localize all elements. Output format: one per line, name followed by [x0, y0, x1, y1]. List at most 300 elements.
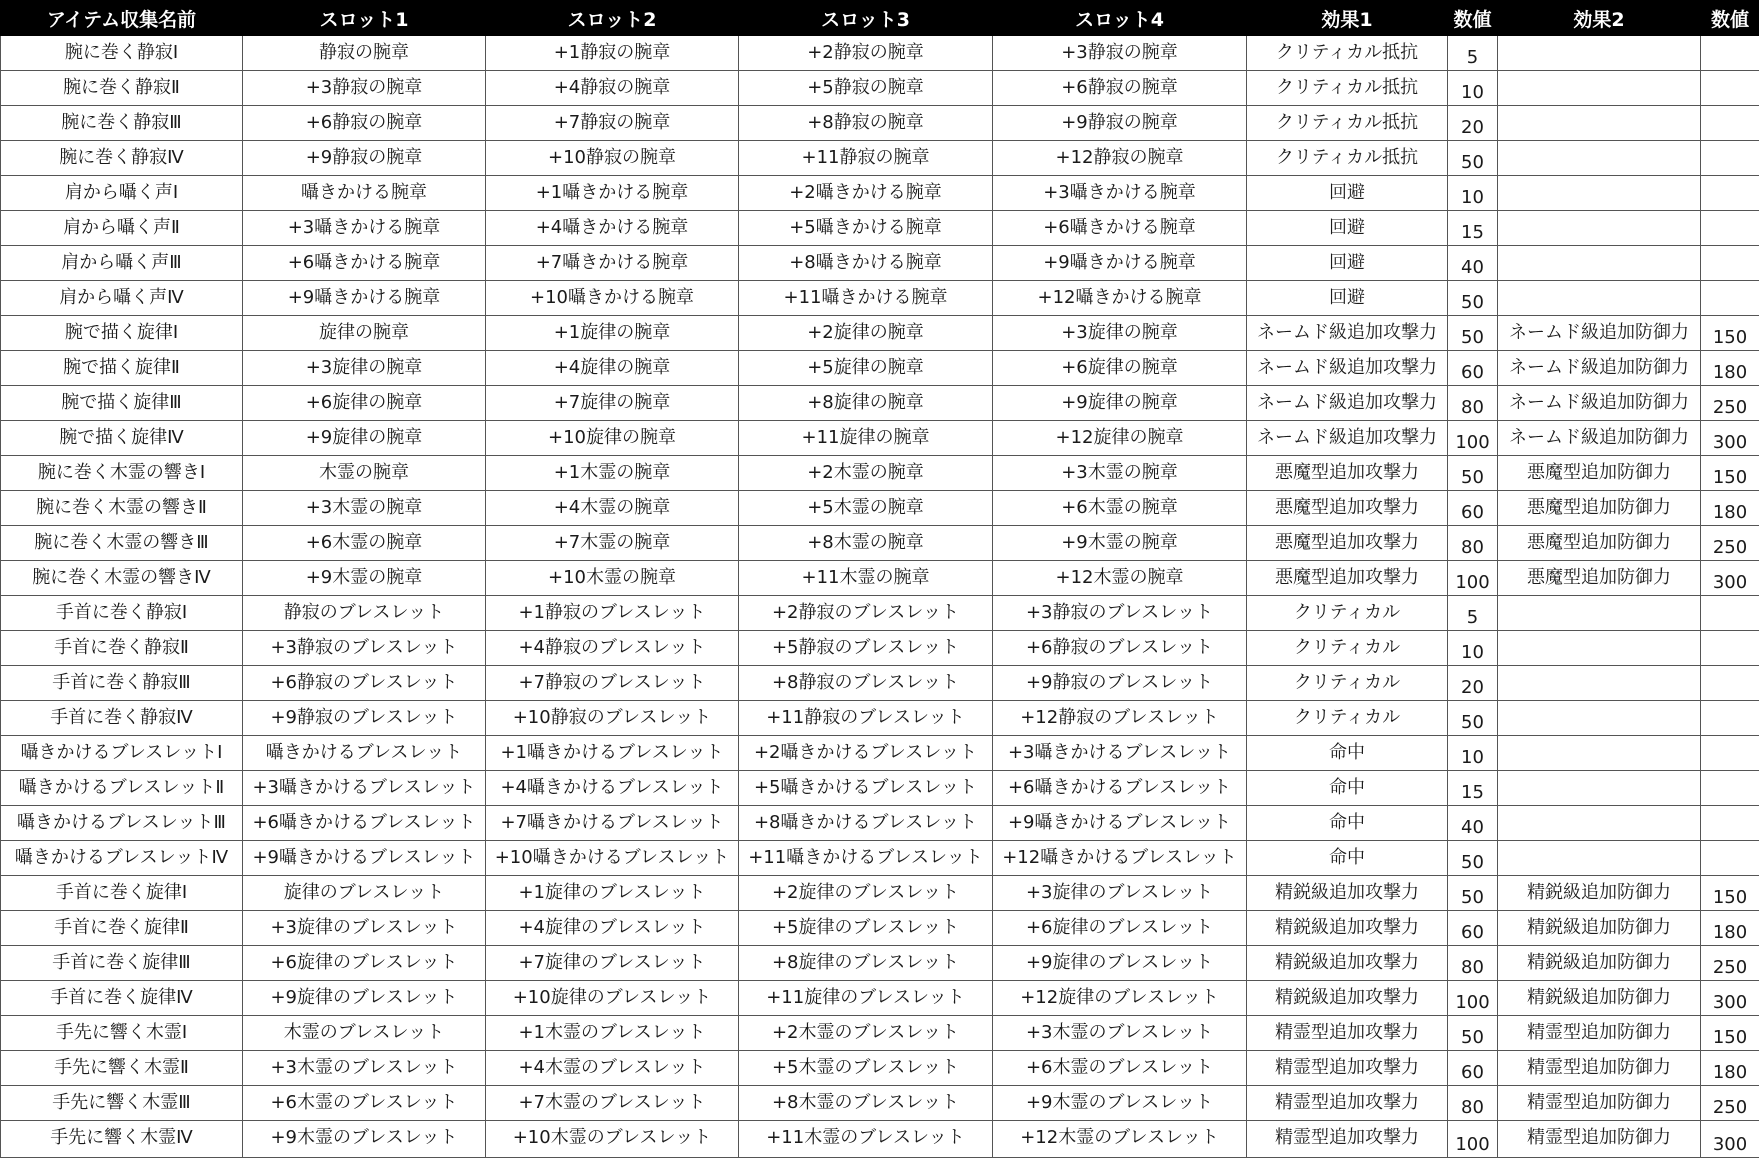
cell-value-1: 5 [1448, 36, 1498, 71]
cell-item-name: 手首に巻く静寂Ⅳ [1, 701, 243, 736]
cell-slot-4: +9囁きかける腕章 [993, 246, 1247, 281]
cell-effect-2 [1498, 841, 1701, 876]
cell-slot-4: +3囁きかけるブレスレット [993, 736, 1247, 771]
cell-effect-2 [1498, 596, 1701, 631]
cell-slot-1: +3旋律の腕章 [243, 351, 486, 386]
cell-slot-2: +4木霊の腕章 [486, 491, 739, 526]
table-row [1, 491, 1759, 526]
cell-slot-2: +1静寂のブレスレット [486, 596, 739, 631]
cell-slot-1: +9囁きかける腕章 [243, 281, 486, 316]
cell-value-2 [1701, 596, 1759, 631]
cell-slot-3: +5旋律の腕章 [739, 351, 993, 386]
cell-value-2: 150 [1701, 1016, 1759, 1051]
cell-slot-4: +3静寂のブレスレット [993, 596, 1247, 631]
cell-slot-1: 旋律のブレスレット [243, 876, 486, 911]
cell-slot-3: +5木霊の腕章 [739, 491, 993, 526]
cell-item-name: 肩から囁く声Ⅲ [1, 246, 243, 281]
cell-slot-2: +1静寂の腕章 [486, 36, 739, 71]
cell-slot-4: +9旋律の腕章 [993, 386, 1247, 421]
cell-effect-2 [1498, 771, 1701, 806]
cell-value-1: 20 [1448, 666, 1498, 701]
cell-value-1: 100 [1448, 981, 1498, 1016]
cell-slot-4: +3木霊のブレスレット [993, 1016, 1247, 1051]
cell-item-name: 囁きかけるブレスレットⅢ [1, 806, 243, 841]
cell-effect-2 [1498, 736, 1701, 771]
cell-slot-4: +3静寂の腕章 [993, 36, 1247, 71]
cell-value-2: 150 [1701, 876, 1759, 911]
cell-effect-1: 精霊型追加攻撃力 [1247, 1016, 1448, 1051]
cell-effect-1: クリティカル [1247, 596, 1448, 631]
cell-effect-1: 精鋭級追加攻撃力 [1247, 876, 1448, 911]
header-item-collection-name: アイテム収集名前 [1, 1, 243, 36]
cell-effect-2: 精霊型追加防御力 [1498, 1086, 1701, 1121]
cell-effect-2: 悪魔型追加防御力 [1498, 526, 1701, 561]
cell-slot-2: +10木霊のブレスレット [486, 1121, 739, 1158]
cell-item-name: 囁きかけるブレスレットⅠ [1, 736, 243, 771]
cell-item-name: 手先に響く木霊Ⅰ [1, 1016, 243, 1051]
cell-item-name: 肩から囁く声Ⅱ [1, 211, 243, 246]
cell-slot-4: +12旋律のブレスレット [993, 981, 1247, 1016]
cell-effect-2 [1498, 176, 1701, 211]
cell-slot-4: +12木霊の腕章 [993, 561, 1247, 596]
table-row [1, 876, 1759, 911]
cell-item-name: 腕に巻く木霊の響きⅣ [1, 561, 243, 596]
cell-slot-1: +9木霊の腕章 [243, 561, 486, 596]
cell-effect-1: 精霊型追加攻撃力 [1247, 1051, 1448, 1086]
cell-value-1: 100 [1448, 561, 1498, 596]
cell-slot-3: +11旋律の腕章 [739, 421, 993, 456]
cell-slot-3: +5囁きかけるブレスレット [739, 771, 993, 806]
cell-item-name: 腕に巻く静寂Ⅰ [1, 36, 243, 71]
cell-item-name: 手首に巻く旋律Ⅳ [1, 981, 243, 1016]
cell-value-2 [1701, 246, 1759, 281]
cell-effect-1: クリティカル抵抗 [1247, 141, 1448, 176]
cell-slot-4: +6旋律のブレスレット [993, 911, 1247, 946]
cell-effect-2: ネームド級追加防御力 [1498, 351, 1701, 386]
cell-slot-1: 木霊のブレスレット [243, 1016, 486, 1051]
cell-slot-3: +11木霊の腕章 [739, 561, 993, 596]
cell-slot-3: +2旋律のブレスレット [739, 876, 993, 911]
table-row [1, 1086, 1759, 1121]
cell-item-name: 手先に響く木霊Ⅱ [1, 1051, 243, 1086]
cell-slot-2: +7静寂の腕章 [486, 106, 739, 141]
table-row [1, 386, 1759, 421]
cell-value-2 [1701, 666, 1759, 701]
cell-effect-1: クリティカル抵抗 [1247, 106, 1448, 141]
cell-effect-2: 精霊型追加防御力 [1498, 1016, 1701, 1051]
cell-item-name: 手首に巻く静寂Ⅲ [1, 666, 243, 701]
cell-effect-2 [1498, 806, 1701, 841]
cell-slot-3: +8旋律の腕章 [739, 386, 993, 421]
cell-value-1: 100 [1448, 421, 1498, 456]
cell-slot-3: +2静寂のブレスレット [739, 596, 993, 631]
cell-value-2 [1701, 771, 1759, 806]
cell-slot-1: +6静寂のブレスレット [243, 666, 486, 701]
cell-value-2: 300 [1701, 421, 1759, 456]
cell-slot-4: +12木霊のブレスレット [993, 1121, 1247, 1158]
table-row [1, 771, 1759, 806]
cell-value-2: 300 [1701, 981, 1759, 1016]
table-row [1, 71, 1759, 106]
cell-slot-3: +5旋律のブレスレット [739, 911, 993, 946]
cell-slot-2: +7旋律のブレスレット [486, 946, 739, 981]
cell-slot-3: +8木霊のブレスレット [739, 1086, 993, 1121]
cell-effect-1: ネームド級追加攻撃力 [1247, 386, 1448, 421]
cell-value-1: 80 [1448, 1086, 1498, 1121]
cell-slot-4: +3旋律のブレスレット [993, 876, 1247, 911]
cell-value-1: 5 [1448, 596, 1498, 631]
cell-slot-1: +6旋律の腕章 [243, 386, 486, 421]
cell-item-name: 腕で描く旋律Ⅰ [1, 316, 243, 351]
table-row [1, 141, 1759, 176]
header-effect-1: 効果1 [1247, 1, 1448, 36]
table-row [1, 631, 1759, 666]
cell-slot-4: +9旋律のブレスレット [993, 946, 1247, 981]
cell-effect-2: ネームド級追加防御力 [1498, 386, 1701, 421]
cell-effect-2: ネームド級追加防御力 [1498, 421, 1701, 456]
cell-slot-4: +3旋律の腕章 [993, 316, 1247, 351]
cell-value-2 [1701, 71, 1759, 106]
cell-slot-1: +9旋律のブレスレット [243, 981, 486, 1016]
table-row [1, 316, 1759, 351]
table-row [1, 806, 1759, 841]
cell-effect-2: 精霊型追加防御力 [1498, 1121, 1701, 1158]
cell-slot-1: 旋律の腕章 [243, 316, 486, 351]
cell-slot-1: +3木霊のブレスレット [243, 1051, 486, 1086]
cell-effect-1: 精霊型追加攻撃力 [1247, 1121, 1448, 1158]
cell-slot-1: +9囁きかけるブレスレット [243, 841, 486, 876]
cell-item-name: 腕に巻く静寂Ⅱ [1, 71, 243, 106]
cell-value-2: 250 [1701, 1086, 1759, 1121]
cell-effect-2 [1498, 631, 1701, 666]
cell-slot-3: +2木霊の腕章 [739, 456, 993, 491]
cell-value-2 [1701, 281, 1759, 316]
cell-value-1: 50 [1448, 456, 1498, 491]
cell-slot-1: +6木霊の腕章 [243, 526, 486, 561]
cell-slot-3: +5木霊のブレスレット [739, 1051, 993, 1086]
cell-slot-2: +7静寂のブレスレット [486, 666, 739, 701]
cell-value-2 [1701, 701, 1759, 736]
cell-effect-2 [1498, 246, 1701, 281]
cell-value-2: 300 [1701, 1121, 1759, 1158]
cell-slot-4: +3木霊の腕章 [993, 456, 1247, 491]
table-row [1, 666, 1759, 701]
cell-slot-2: +7木霊の腕章 [486, 526, 739, 561]
header-value-1: 数値 [1448, 1, 1498, 36]
cell-effect-1: 精鋭級追加攻撃力 [1247, 981, 1448, 1016]
cell-value-2: 180 [1701, 911, 1759, 946]
cell-slot-2: +10静寂のブレスレット [486, 701, 739, 736]
cell-effect-1: 命中 [1247, 806, 1448, 841]
cell-slot-2: +7旋律の腕章 [486, 386, 739, 421]
cell-slot-3: +8静寂の腕章 [739, 106, 993, 141]
table-row [1, 456, 1759, 491]
table-row [1, 526, 1759, 561]
cell-value-1: 50 [1448, 876, 1498, 911]
header-slot-1: スロット1 [243, 1, 486, 36]
cell-slot-2: +10旋律の腕章 [486, 421, 739, 456]
cell-effect-1: 回避 [1247, 176, 1448, 211]
cell-effect-2: 悪魔型追加防御力 [1498, 561, 1701, 596]
cell-item-name: 腕で描く旋律Ⅲ [1, 386, 243, 421]
cell-slot-3: +2囁きかける腕章 [739, 176, 993, 211]
cell-value-2: 150 [1701, 456, 1759, 491]
cell-item-name: 腕に巻く木霊の響きⅢ [1, 526, 243, 561]
cell-slot-4: +9静寂のブレスレット [993, 666, 1247, 701]
cell-effect-2: ネームド級追加防御力 [1498, 316, 1701, 351]
table-row [1, 211, 1759, 246]
cell-slot-2: +10旋律のブレスレット [486, 981, 739, 1016]
cell-value-2: 180 [1701, 491, 1759, 526]
cell-item-name: 手首に巻く静寂Ⅰ [1, 596, 243, 631]
cell-value-1: 80 [1448, 526, 1498, 561]
cell-value-1: 100 [1448, 1121, 1498, 1158]
cell-slot-4: +6静寂のブレスレット [993, 631, 1247, 666]
cell-value-1: 10 [1448, 631, 1498, 666]
cell-item-name: 腕に巻く木霊の響きⅠ [1, 456, 243, 491]
cell-item-name: 手首に巻く静寂Ⅱ [1, 631, 243, 666]
cell-item-name: 腕に巻く静寂Ⅳ [1, 141, 243, 176]
cell-slot-1: +6静寂の腕章 [243, 106, 486, 141]
cell-slot-2: +4囁きかける腕章 [486, 211, 739, 246]
cell-effect-2 [1498, 211, 1701, 246]
cell-slot-3: +8囁きかけるブレスレット [739, 806, 993, 841]
cell-slot-3: +8囁きかける腕章 [739, 246, 993, 281]
cell-slot-4: +6木霊の腕章 [993, 491, 1247, 526]
cell-value-1: 15 [1448, 211, 1498, 246]
table-row [1, 1051, 1759, 1086]
cell-slot-2: +1木霊の腕章 [486, 456, 739, 491]
cell-value-1: 50 [1448, 141, 1498, 176]
cell-slot-1: +3囁きかける腕章 [243, 211, 486, 246]
cell-value-2 [1701, 141, 1759, 176]
cell-effect-2 [1498, 281, 1701, 316]
cell-item-name: 手首に巻く旋律Ⅲ [1, 946, 243, 981]
cell-slot-1: +9静寂のブレスレット [243, 701, 486, 736]
cell-slot-4: +12静寂のブレスレット [993, 701, 1247, 736]
cell-slot-1: +6囁きかける腕章 [243, 246, 486, 281]
cell-effect-2: 悪魔型追加防御力 [1498, 491, 1701, 526]
table-row [1, 911, 1759, 946]
cell-effect-1: クリティカル [1247, 666, 1448, 701]
cell-slot-2: +7囁きかける腕章 [486, 246, 739, 281]
cell-effect-2: 精鋭級追加防御力 [1498, 946, 1701, 981]
cell-value-1: 10 [1448, 71, 1498, 106]
cell-slot-1: +9静寂の腕章 [243, 141, 486, 176]
cell-item-name: 手首に巻く旋律Ⅰ [1, 876, 243, 911]
cell-slot-3: +5静寂のブレスレット [739, 631, 993, 666]
cell-slot-3: +11木霊のブレスレット [739, 1121, 993, 1158]
cell-value-1: 10 [1448, 736, 1498, 771]
cell-slot-4: +9囁きかけるブレスレット [993, 806, 1247, 841]
cell-value-1: 60 [1448, 351, 1498, 386]
cell-value-2 [1701, 841, 1759, 876]
cell-slot-1: +9木霊のブレスレット [243, 1121, 486, 1158]
cell-slot-1: 静寂の腕章 [243, 36, 486, 71]
cell-item-name: 手首に巻く旋律Ⅱ [1, 911, 243, 946]
cell-effect-2: 悪魔型追加防御力 [1498, 456, 1701, 491]
table-row [1, 596, 1759, 631]
cell-item-name: 腕に巻く木霊の響きⅡ [1, 491, 243, 526]
cell-value-1: 40 [1448, 246, 1498, 281]
cell-slot-4: +9木霊の腕章 [993, 526, 1247, 561]
cell-value-1: 50 [1448, 701, 1498, 736]
table-row [1, 946, 1759, 981]
cell-item-name: 手先に響く木霊Ⅲ [1, 1086, 243, 1121]
cell-slot-3: +11静寂のブレスレット [739, 701, 993, 736]
cell-effect-2: 精鋭級追加防御力 [1498, 876, 1701, 911]
cell-slot-3: +11囁きかけるブレスレット [739, 841, 993, 876]
cell-slot-3: +11静寂の腕章 [739, 141, 993, 176]
cell-slot-2: +1旋律の腕章 [486, 316, 739, 351]
cell-slot-2: +1旋律のブレスレット [486, 876, 739, 911]
cell-slot-1: +6旋律のブレスレット [243, 946, 486, 981]
cell-value-1: 60 [1448, 491, 1498, 526]
cell-slot-2: +4静寂の腕章 [486, 71, 739, 106]
cell-item-name: 囁きかけるブレスレットⅡ [1, 771, 243, 806]
cell-effect-1: クリティカル抵抗 [1247, 71, 1448, 106]
table-row [1, 561, 1759, 596]
cell-slot-3: +2囁きかけるブレスレット [739, 736, 993, 771]
cell-value-2: 180 [1701, 351, 1759, 386]
cell-slot-3: +11旋律のブレスレット [739, 981, 993, 1016]
cell-slot-4: +12静寂の腕章 [993, 141, 1247, 176]
cell-effect-1: 精鋭級追加攻撃力 [1247, 946, 1448, 981]
table-row [1, 351, 1759, 386]
cell-slot-3: +2旋律の腕章 [739, 316, 993, 351]
cell-value-2 [1701, 106, 1759, 141]
cell-effect-1: 悪魔型追加攻撃力 [1247, 491, 1448, 526]
cell-slot-2: +4静寂のブレスレット [486, 631, 739, 666]
table-row [1, 736, 1759, 771]
cell-slot-2: +4木霊のブレスレット [486, 1051, 739, 1086]
cell-value-2: 150 [1701, 316, 1759, 351]
table-row [1, 701, 1759, 736]
cell-slot-4: +6囁きかけるブレスレット [993, 771, 1247, 806]
cell-value-2 [1701, 176, 1759, 211]
cell-value-1: 80 [1448, 386, 1498, 421]
table-row [1, 421, 1759, 456]
cell-slot-1: 木霊の腕章 [243, 456, 486, 491]
cell-slot-4: +12囁きかける腕章 [993, 281, 1247, 316]
cell-slot-2: +1木霊のブレスレット [486, 1016, 739, 1051]
header-slot-3: スロット3 [739, 1, 993, 36]
cell-effect-1: 悪魔型追加攻撃力 [1247, 456, 1448, 491]
cell-value-2: 250 [1701, 526, 1759, 561]
cell-item-name: 肩から囁く声Ⅳ [1, 281, 243, 316]
cell-value-1: 15 [1448, 771, 1498, 806]
cell-effect-2: 精鋭級追加防御力 [1498, 911, 1701, 946]
cell-slot-4: +6木霊のブレスレット [993, 1051, 1247, 1086]
cell-slot-2: +10囁きかけるブレスレット [486, 841, 739, 876]
cell-effect-2 [1498, 71, 1701, 106]
cell-slot-1: 囁きかける腕章 [243, 176, 486, 211]
table-row [1, 246, 1759, 281]
header-slot-2: スロット2 [486, 1, 739, 36]
table-row [1, 1121, 1759, 1158]
cell-slot-3: +5囁きかける腕章 [739, 211, 993, 246]
cell-slot-3: +11囁きかける腕章 [739, 281, 993, 316]
cell-value-2 [1701, 211, 1759, 246]
cell-item-name: 腕で描く旋律Ⅱ [1, 351, 243, 386]
cell-slot-1: +3囁きかけるブレスレット [243, 771, 486, 806]
cell-slot-2: +4囁きかけるブレスレット [486, 771, 739, 806]
table-row [1, 1016, 1759, 1051]
cell-value-2 [1701, 631, 1759, 666]
cell-item-name: 肩から囁く声Ⅰ [1, 176, 243, 211]
cell-slot-4: +9木霊のブレスレット [993, 1086, 1247, 1121]
cell-slot-1: 静寂のブレスレット [243, 596, 486, 631]
cell-value-2 [1701, 36, 1759, 71]
cell-slot-2: +4旋律の腕章 [486, 351, 739, 386]
cell-slot-2: +4旋律のブレスレット [486, 911, 739, 946]
cell-value-2: 250 [1701, 946, 1759, 981]
cell-slot-1: +3静寂のブレスレット [243, 631, 486, 666]
cell-value-1: 80 [1448, 946, 1498, 981]
cell-effect-2: 精鋭級追加防御力 [1498, 981, 1701, 1016]
cell-effect-1: 精鋭級追加攻撃力 [1247, 911, 1448, 946]
table-row [1, 981, 1759, 1016]
header-row [1, 1, 1759, 36]
cell-slot-3: +8旋律のブレスレット [739, 946, 993, 981]
cell-slot-3: +2木霊のブレスレット [739, 1016, 993, 1051]
cell-effect-2: 精霊型追加防御力 [1498, 1051, 1701, 1086]
cell-effect-2 [1498, 106, 1701, 141]
cell-slot-1: +9旋律の腕章 [243, 421, 486, 456]
cell-slot-4: +6旋律の腕章 [993, 351, 1247, 386]
cell-value-2: 250 [1701, 386, 1759, 421]
cell-item-name: 手先に響く木霊Ⅳ [1, 1121, 243, 1158]
table-row [1, 281, 1759, 316]
cell-value-1: 50 [1448, 316, 1498, 351]
cell-slot-2: +10木霊の腕章 [486, 561, 739, 596]
cell-effect-1: 悪魔型追加攻撃力 [1247, 561, 1448, 596]
cell-value-1: 40 [1448, 806, 1498, 841]
cell-effect-1: クリティカル [1247, 631, 1448, 666]
cell-slot-1: +3旋律のブレスレット [243, 911, 486, 946]
cell-item-name: 腕で描く旋律Ⅳ [1, 421, 243, 456]
cell-effect-1: 回避 [1247, 211, 1448, 246]
cell-slot-1: +6囁きかけるブレスレット [243, 806, 486, 841]
cell-slot-3: +8木霊の腕章 [739, 526, 993, 561]
cell-slot-1: +3木霊の腕章 [243, 491, 486, 526]
cell-effect-2 [1498, 701, 1701, 736]
cell-value-1: 50 [1448, 841, 1498, 876]
cell-slot-2: +10囁きかける腕章 [486, 281, 739, 316]
cell-effect-1: 回避 [1247, 281, 1448, 316]
cell-effect-1: 命中 [1247, 841, 1448, 876]
cell-slot-1: 囁きかけるブレスレット [243, 736, 486, 771]
header-value-2: 数値 [1701, 1, 1759, 36]
cell-slot-2: +7囁きかけるブレスレット [486, 806, 739, 841]
cell-slot-3: +8静寂のブレスレット [739, 666, 993, 701]
cell-effect-1: 悪魔型追加攻撃力 [1247, 526, 1448, 561]
cell-value-2: 180 [1701, 1051, 1759, 1086]
cell-value-1: 60 [1448, 1051, 1498, 1086]
cell-slot-2: +1囁きかけるブレスレット [486, 736, 739, 771]
cell-value-2 [1701, 736, 1759, 771]
cell-effect-2 [1498, 666, 1701, 701]
cell-effect-1: クリティカル抵抗 [1247, 36, 1448, 71]
cell-value-1: 10 [1448, 176, 1498, 211]
cell-effect-2 [1498, 141, 1701, 176]
cell-slot-2: +10静寂の腕章 [486, 141, 739, 176]
cell-slot-4: +9静寂の腕章 [993, 106, 1247, 141]
cell-slot-2: +7木霊のブレスレット [486, 1086, 739, 1121]
table-row [1, 176, 1759, 211]
cell-item-name: 腕に巻く静寂Ⅲ [1, 106, 243, 141]
cell-effect-1: 命中 [1247, 771, 1448, 806]
